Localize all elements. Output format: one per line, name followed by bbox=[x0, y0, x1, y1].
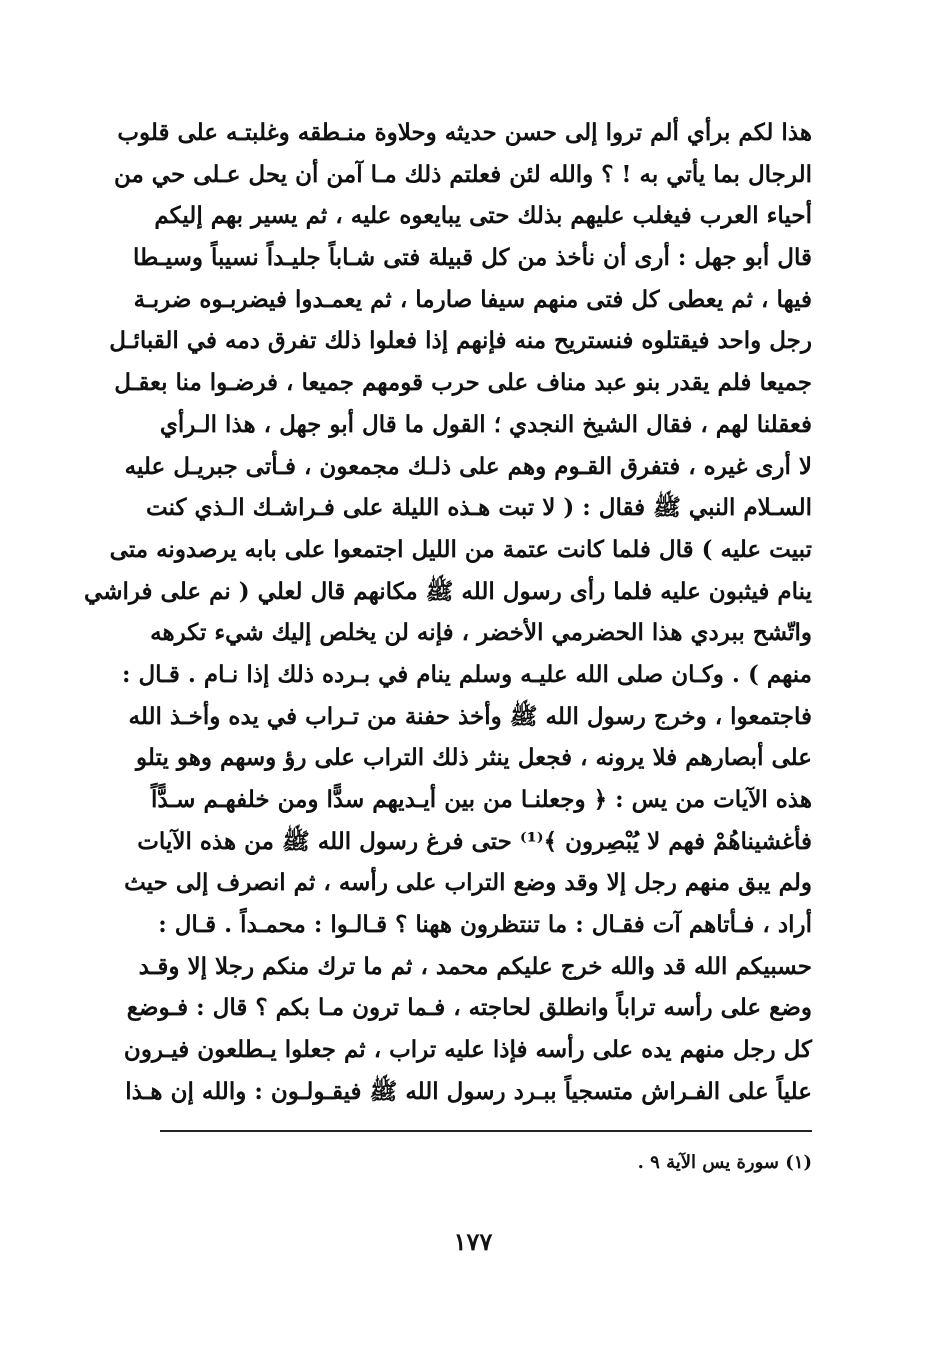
text-line: رجل واحد فيقتلوه فنستريح منه فإنهم إذا فعلوا ذلك تفرق دمه في القبائـل bbox=[109, 327, 812, 355]
text-line: منهم ) . وكـان صلى الله عليـه وسلم ينام في بـرده ذلك إذا نـام . قـال : bbox=[121, 660, 812, 688]
page-number: ١٧٧ bbox=[453, 1227, 493, 1256]
text-line: علياً على الفـراش متسجياً ببـرد رسول الله ﷺ فيقـولـون : والله إن هـذا bbox=[125, 1077, 812, 1105]
text-line: على أبصارهم فلا يرونه ، فجعل ينثر ذلك التراب على رؤ وسهم وهو يتلو bbox=[136, 744, 812, 772]
text-line: أراد ، فـأتاهم آت فقـال : ما تنتظرون ههنا ؟ قـالـوا : محمـداً . قـال : bbox=[158, 911, 812, 939]
footnote-divider bbox=[160, 1130, 812, 1132]
text-line: جميعا فلم يقدر بنو عبد مناف على حرب قومهم جميعا ، فرضـوا منا بعقـل bbox=[114, 369, 812, 397]
text-line: هذا لكم برأي ألم تروا إلى حسن حديثه وحلاوة منـطقه وغلبتـه على قلوب bbox=[117, 119, 812, 146]
text-line: فيها ، ثم يعطى كل فتى منهم سيفا صارما ، ثم يعمـدوا فيضربـوه ضربـة bbox=[133, 285, 812, 313]
text-line: قال أبو جهل : أرى أن نأخذ من كل قبيلة فتى شـاباً جليـداً نسيباً وسيـطا bbox=[133, 244, 812, 272]
text-line: الرجال بما يأتي به ! ؟ والله لئن فعلتم ذلك مـا آمن أن يحل عـلى حي من bbox=[113, 160, 812, 188]
text-line: هذه الآيات من يس : ﴿ وجعلنـا من بين أيـديهم سدًّا ومن خلفهـم سـدًّاً bbox=[150, 786, 812, 813]
text-line: فاجتمعوا ، وخرج رسول الله ﷺ وأخذ حفنة من تـراب في يده وأخـذ الله bbox=[128, 702, 812, 730]
text-line: حسبيكم الله قد والله خرج عليكم محمد ، ثم ما ترك منكم رجلا إلا وقـد bbox=[138, 952, 812, 980]
text-line: فأغشيناهُمْ فهم لا يُبْصِرون ﴾⁽¹⁾ حتى فرغ رسول الله ﷺ من هذه الآيات bbox=[137, 827, 812, 855]
text-line: أحياء العرب فيغلب عليهم بذلك حتى يبايعوه عليه ، ثم يسير بهم إليكم bbox=[154, 202, 812, 230]
text-line: واتّشح ببردي هذا الحضرمي الأخضر ، فإنه لن يخلص إليك شيء تكرهه bbox=[150, 619, 812, 647]
text-line: كل رجل منهم يده على رأسه فإذا عليه تراب ، ثم جعلوا يـطلعون فيـرون bbox=[123, 1036, 812, 1064]
text-line: فعقلنا لهم ، فقال الشيخ النجدي ؛ القول ما قال أبو جهل ، هذا الـرأي bbox=[159, 410, 812, 438]
main-text-block bbox=[84, 112, 812, 1113]
text-line: ولم يبق منهم رجل إلا وقد وضع التراب على رأسه ، ثم انصرف إلى حيث bbox=[124, 869, 812, 897]
text-line: لا أرى غيره ، فتفرق القـوم وهم على ذلـك مجمعون ، فـأتى جبريـل عليه bbox=[124, 452, 812, 480]
text-line: ينام فيثبون عليه فلما رأى رسول الله ﷺ مكانهم قال لعلي ( نم على فراشي bbox=[84, 577, 812, 605]
text-line: تبيت عليه ) قال فلما كانت عتمة من الليل اجتمعوا على بابه يرصدونه متى bbox=[109, 535, 812, 563]
text-line: وضع على رأسه تراباً وانطلق لحاجته ، فـما ترون مـا بكم ؟ قال : فـوضع bbox=[126, 994, 812, 1022]
text-line: السـلام النبي ﷺ فقال : ( لا تبت هـذه الليلة على فـراشـك الـذي كنت bbox=[145, 494, 812, 522]
footnote: (١) سورة يس الآية ٩ . bbox=[637, 1152, 812, 1173]
